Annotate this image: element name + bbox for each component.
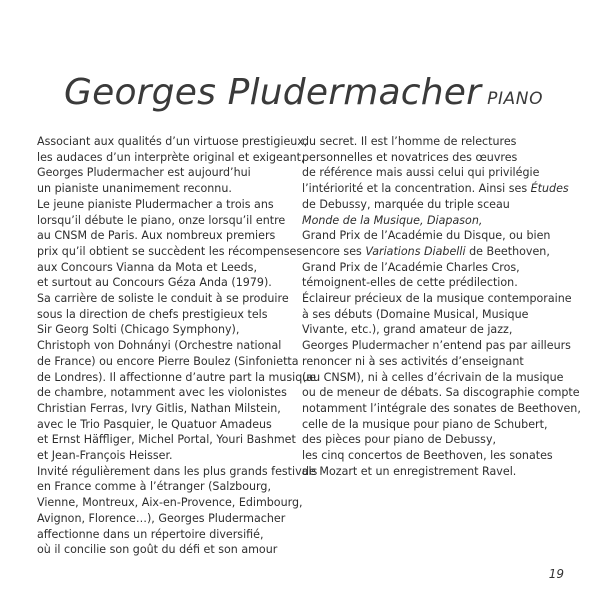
text-segment: ou de meneur de débats. Sa discographie compte	[302, 386, 580, 400]
text-line	[37, 338, 293, 354]
text-segment: notamment l’intégrale des sonates de Beethoven,	[302, 401, 581, 415]
italic-title-text: Études	[530, 182, 569, 196]
text-line	[37, 354, 299, 370]
text-line	[37, 464, 318, 480]
text-line	[37, 291, 293, 307]
text-line	[302, 228, 558, 244]
text-line	[302, 385, 580, 401]
text-segment: Georges Pludermacher n’entend pas par ailleurs	[302, 339, 571, 353]
text-segment: Vivante, etc.), grand amateur de jazz,	[302, 323, 513, 337]
text-line	[37, 385, 293, 401]
text-segment: des pièces pour piano de Debussy,	[302, 433, 497, 447]
italic-title-text: Variations Diabelli	[365, 244, 466, 258]
text-line	[37, 260, 293, 276]
text-segment: Sir Georg Solti (Chicago Symphony),	[37, 323, 240, 337]
text-line	[302, 307, 558, 323]
text-line	[302, 150, 558, 166]
text-line	[37, 165, 293, 181]
text-segment: Grand Prix de l’Académie du Disque, ou bien	[302, 229, 551, 243]
text-segment: Avignon, Florence…), Georges Pludermacher	[37, 511, 286, 525]
text-line	[302, 464, 558, 480]
text-segment: renoncer ni à ses activités d’enseignant	[302, 354, 524, 368]
text-segment: affectionne dans un répertoire diversifié,	[37, 527, 264, 541]
text-segment: l’intériorité et la concentration. Ainsi ses	[302, 182, 531, 196]
text-segment: les audaces d’un interprète original et exigeant,	[37, 150, 305, 164]
instrument-label: PIANO	[487, 89, 544, 109]
text-segment: Christian Ferras, Ivry Gitlis, Nathan Milstein,	[37, 401, 281, 415]
text-line	[302, 134, 558, 150]
text-segment: et Ernst Häffliger, Michel Portal, Youri Bashmet	[37, 433, 296, 447]
text-line	[37, 527, 293, 543]
text-segment: les cinq concertos de Beethoven, les sonates	[302, 449, 553, 463]
text-segment: de Debussy, marquée du triple sceau	[302, 197, 510, 211]
text-line	[37, 479, 293, 495]
text-line	[302, 291, 572, 307]
text-line	[37, 213, 293, 229]
text-segment: à ses débuts (Domaine Musical, Musique	[302, 307, 529, 321]
text-line	[37, 417, 293, 433]
text-line	[302, 181, 569, 197]
text-line	[37, 134, 308, 150]
text-line	[302, 370, 564, 386]
text-segment: lorsqu’il débute le piano, onze lorsqu’il entre	[37, 213, 286, 227]
artist-name: Georges Pludermacher	[64, 72, 482, 113]
text-line	[37, 244, 303, 260]
text-line	[37, 370, 317, 386]
text-line	[37, 542, 293, 558]
text-segment: encore ses	[302, 244, 366, 258]
text-segment: où il concilie son goût du défi et son amour	[37, 543, 278, 557]
italic-title-text: Monde de la Musique, Diapason,	[302, 213, 483, 227]
page-number: 19	[548, 567, 564, 581]
page-title	[64, 72, 543, 113]
text-segment: Christoph von Dohnányi (Orchestre national	[37, 339, 282, 353]
text-line	[37, 448, 293, 464]
text-segment: avec le Trio Pasquier, le Quatuor Amadeus	[37, 417, 272, 431]
text-segment: prix qu’il obtient se succèdent les récompenses	[37, 244, 303, 258]
text-line	[37, 181, 293, 197]
text-line	[302, 260, 558, 276]
biography-column-right	[302, 134, 581, 479]
text-line	[37, 495, 303, 511]
text-segment: en France comme à l’étranger (Salzbourg,	[37, 480, 271, 494]
text-segment: Le jeune pianiste Pludermacher a trois ans	[37, 197, 274, 211]
text-segment: au CNSM de Paris. Aux nombreux premiers	[37, 229, 276, 243]
text-line	[302, 338, 571, 354]
text-segment: Éclaireur précieux de la musique contemporaine	[302, 292, 572, 306]
text-segment: Grand Prix de l’Académie Charles Cros,	[302, 260, 520, 274]
text-line	[302, 448, 558, 464]
text-segment: Sa carrière de soliste le conduit à se produire	[37, 292, 289, 306]
text-segment: du secret. Il est l’homme de relectures	[302, 135, 517, 148]
text-line	[37, 511, 293, 527]
text-line	[302, 417, 558, 433]
text-line	[302, 213, 558, 229]
text-line	[302, 165, 558, 181]
text-segment: celle de la musique pour piano de Schubert,	[302, 417, 548, 431]
text-line	[37, 228, 293, 244]
text-line	[37, 322, 293, 338]
text-segment: Vienne, Montreux, Aix-en-Provence, Edimbourg,	[37, 496, 303, 510]
text-segment: Associant aux qualités d’un virtuose prestigieux,	[37, 135, 308, 148]
text-line	[37, 307, 293, 323]
text-line	[302, 275, 558, 291]
text-segment: témoignent-elles de cette prédilection.	[302, 276, 518, 290]
text-line	[302, 197, 558, 213]
text-line	[302, 322, 558, 338]
text-line	[37, 275, 293, 291]
text-segment: Invité régulièrement dans les plus grands festivals	[37, 464, 318, 478]
text-line	[37, 197, 293, 213]
text-segment: de Beethoven,	[465, 244, 550, 258]
text-segment: un pianiste unanimement reconnu.	[37, 182, 232, 196]
text-line	[37, 432, 296, 448]
text-segment: de chambre, notamment avec les violonistes	[37, 386, 287, 400]
text-segment: Georges Pludermacher est aujourd’hui	[37, 166, 251, 180]
text-line	[302, 432, 558, 448]
text-segment: aux Concours Vianna da Mota et Leeds,	[37, 260, 257, 274]
text-line	[302, 244, 558, 260]
text-segment: de Londres). Il affectionne d’autre part la musique	[37, 370, 317, 384]
text-segment: (au CNSM), ni à celles d’écrivain de la musique	[302, 370, 564, 384]
text-segment: de France) ou encore Pierre Boulez (Sinfonietta	[37, 354, 299, 368]
text-segment: personnelles et novatrices des œuvres	[302, 150, 518, 164]
text-segment: de Mozart et un enregistrement Ravel.	[302, 464, 517, 478]
text-line	[37, 150, 305, 166]
text-line	[37, 401, 293, 417]
text-segment: de référence mais aussi celui qui privilégie	[302, 166, 540, 180]
text-segment: sous la direction de chefs prestigieux tels	[37, 307, 268, 321]
text-segment: et surtout au Concours Géza Anda (1979).	[37, 276, 272, 290]
biography-column-left	[37, 134, 318, 558]
text-segment: et Jean-François Heisser.	[37, 449, 173, 463]
text-line	[302, 354, 558, 370]
text-line	[302, 401, 581, 417]
